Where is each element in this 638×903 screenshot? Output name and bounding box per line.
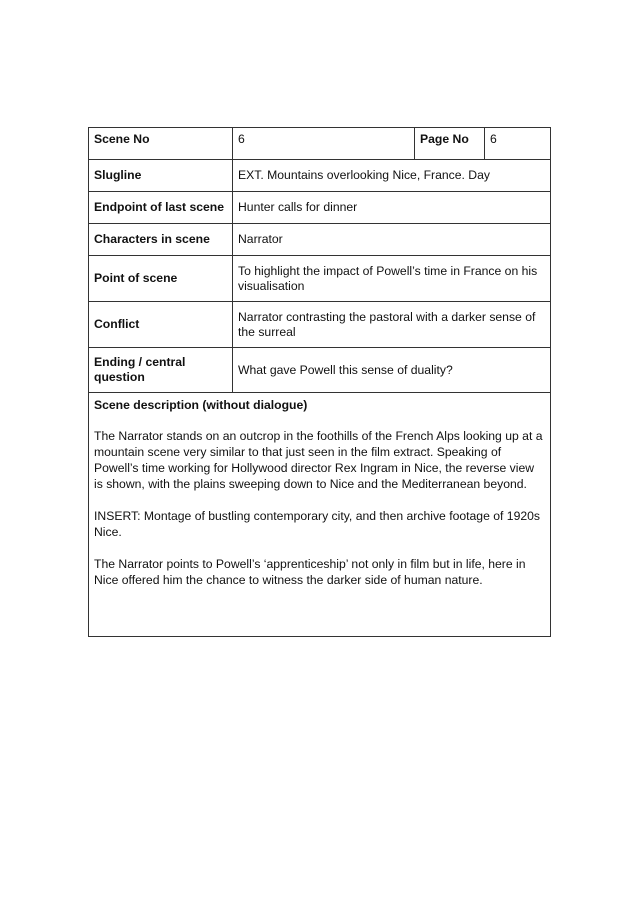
- conflict-label: Conflict: [89, 302, 233, 347]
- characters-label: Characters in scene: [89, 224, 233, 255]
- scene-breakdown-table: [88, 127, 551, 637]
- ending-question-value: What gave Powell this sense of duality?: [238, 362, 453, 377]
- scene-no-label: Scene No: [89, 128, 233, 159]
- point-of-scene-value: To highlight the impact of Powell’s time in France on his visualisation: [238, 263, 538, 293]
- endpoint-label: Endpoint of last scene: [89, 192, 233, 223]
- point-of-scene-label: Point of scene: [89, 256, 233, 301]
- endpoint-value: Hunter calls for dinner: [238, 200, 358, 214]
- conflict-row: [89, 302, 550, 348]
- endpoint-row: [89, 192, 550, 224]
- scene-number-row: [89, 128, 550, 160]
- page-no-value: 6: [490, 132, 497, 146]
- slugline-value: EXT. Mountains overlooking Nice, France. Day: [238, 168, 490, 182]
- characters-row: [89, 224, 550, 256]
- description-heading: Scene description (without dialogue): [94, 398, 308, 412]
- page-no-label: Page No: [415, 128, 485, 159]
- slugline-label: Slugline: [89, 160, 233, 191]
- ending-question-row: [89, 348, 550, 393]
- description-paragraph: The Narrator stands on an outcrop in the foothills of the French Alps looking up at a mountain scene very similar to that just seen in the film extract. Speaking of Powell’s time working for Hollywood director Rex Ingram in Nice, the reverse view is shown, with the plains sweeping down to Nice and the Mediterranean beyond.: [94, 429, 543, 491]
- description-paragraph: INSERT: Montage of bustling contemporary city, and then archive footage of 1920s Nice.: [94, 509, 541, 539]
- point-of-scene-row: [89, 256, 550, 302]
- characters-value: Narrator: [238, 232, 283, 246]
- conflict-value: Narrator contrasting the pastoral with a darker sense of the surreal: [238, 309, 536, 339]
- description-paragraph: The Narrator points to Powell’s ‘apprenticeship’ not only in film but in life, here in Nice offered him the chance to witness the darker side of human nature.: [94, 557, 526, 587]
- description-row: [89, 393, 550, 636]
- scene-no-value: 6: [233, 128, 415, 159]
- ending-question-label: Ending / central question: [89, 348, 233, 392]
- scene-description: [89, 393, 550, 636]
- slugline-row: [89, 160, 550, 192]
